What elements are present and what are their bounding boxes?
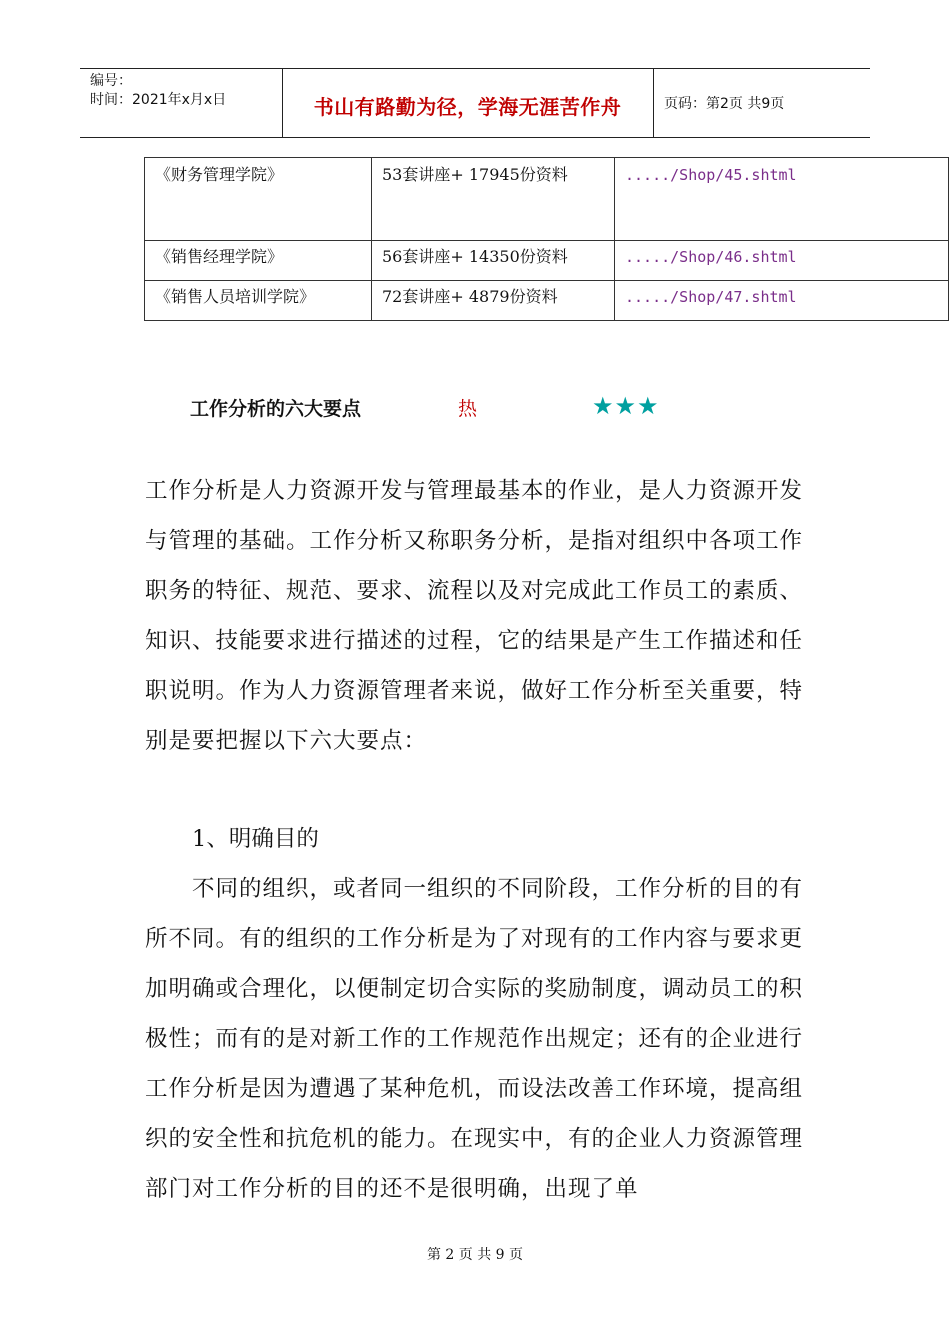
table-cell-name: 《财务管理学院》 [145, 158, 372, 241]
intro-paragraph: 工作分析是人力资源开发与管理最基本的作业，是人力资源开发与管理的基础。工作分析又称职务分析，是指对组织中各项工作职务的特征、规范、要求、流程以及对完成此工作员工的素质、知识、技能要求进行描述的过程，它的结果是产生工作描述和任职说明。作为人力资源管理者来说，做好工作分析至关重要，特别是要把握以下六大要点： [145, 478, 804, 754]
section-heading: 1、明确目的 [192, 826, 319, 852]
table-row [145, 281, 949, 321]
table-cell-link[interactable]: ...../Shop/46.shtml [615, 241, 949, 281]
document-number-label: 编号： [90, 73, 132, 89]
header-divider [653, 69, 654, 137]
table-cell-content: 53套讲座+ 17945份资料 [372, 158, 615, 241]
table-cell-content: 72套讲座+ 4879份资料 [372, 281, 615, 321]
header-page-info: 页码：第2页 共9页 [664, 96, 785, 112]
article-title: 工作分析的六大要点 [190, 398, 362, 420]
document-time-label: 时间：2021年x月x日 [90, 92, 227, 108]
page-header [80, 68, 870, 138]
page-footer: 第 2 页 共 9 页 [426, 1247, 524, 1263]
header-meta [90, 72, 226, 110]
star-rating-icon: ★★★ [592, 392, 660, 420]
table-cell-name: 《销售经理学院》 [145, 241, 372, 281]
table-cell-content: 56套讲座+ 14350份资料 [372, 241, 615, 281]
resource-table [144, 157, 949, 321]
hot-label: 热 [458, 398, 478, 420]
header-motto: 书山有路勤为径，学海无涯苦作舟 [313, 95, 622, 119]
table-cell-link[interactable]: ...../Shop/45.shtml [615, 158, 949, 241]
table-row [145, 158, 949, 241]
table-cell-name: 《销售人员培训学院》 [145, 281, 372, 321]
table-row [145, 241, 949, 281]
section-paragraph: 不同的组织，或者同一组织的不同阶段，工作分析的目的有所不同。有的组织的工作分析是为了对现有的工作内容与要求更加明确或合理化，以便制定切合实际的奖励制度，调动员工的积极性；而有的是对新工作的工作规范作出规定；还有的企业进行工作分析是因为遭遇了某种危机，而设法改善工作环境，提高组织的安全性和抗危机的能力。在现实中，有的企业人力资源管理部门对工作分析的目的还不是很明确，出现了单 [145, 876, 804, 1202]
table-cell-link[interactable]: ...../Shop/47.shtml [615, 281, 949, 321]
